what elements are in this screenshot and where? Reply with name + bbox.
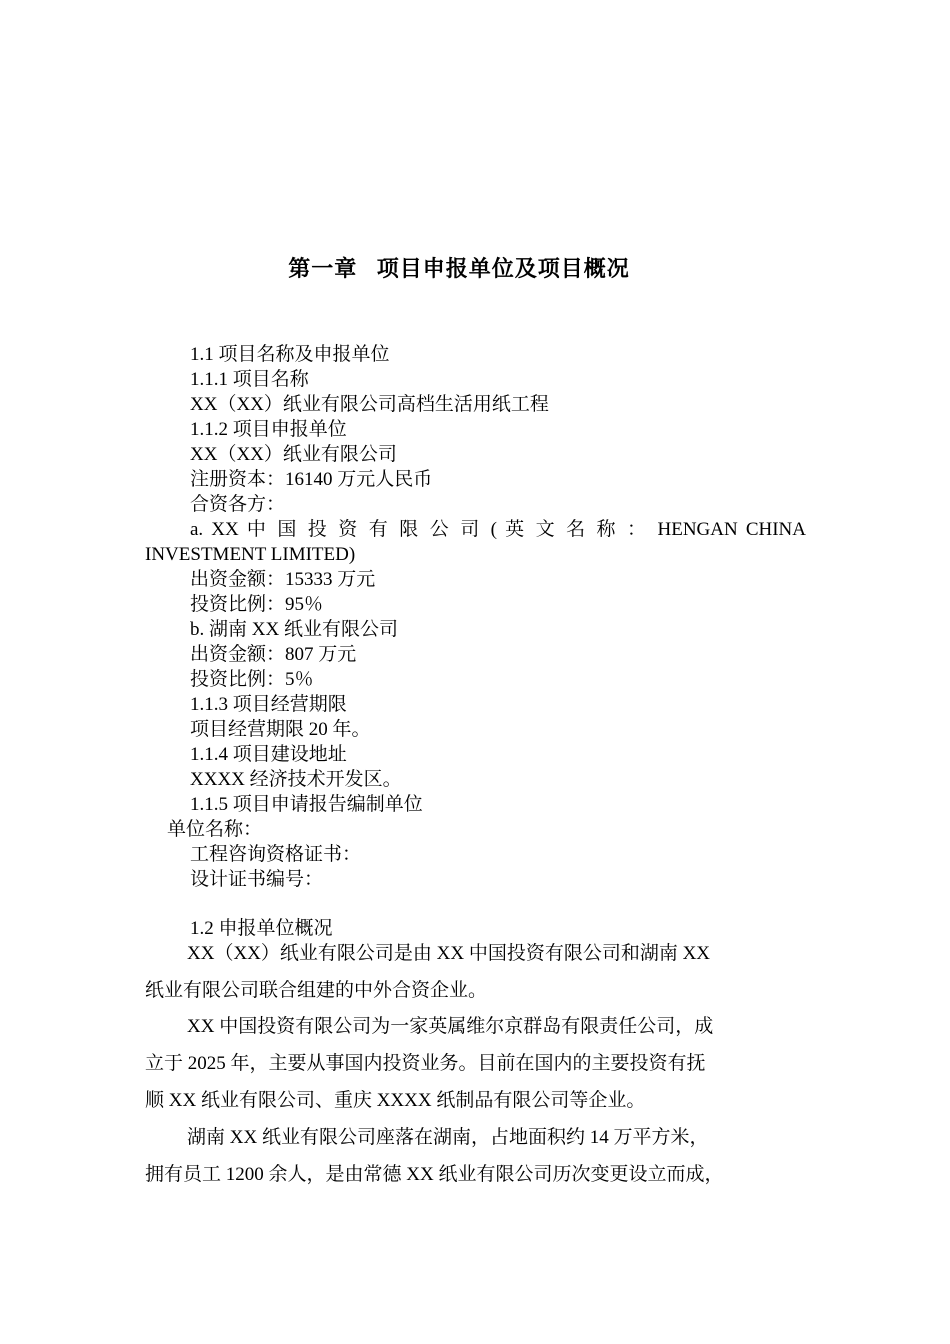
paragraph-2-line-1: XX 中国投资有限公司为一家英属维尔京群岛有限责任公司，成	[187, 1016, 714, 1037]
paragraph-3-line-1: 湖南 XX 纸业有限公司座落在湖南，占地面积约 14 万平方米，	[187, 1127, 709, 1148]
section-1-1-2-heading: 1.1.2 项目申报单位	[190, 419, 347, 440]
paragraph-1-line-1: XX（XX）纸业有限公司是由 XX 中国投资有限公司和湖南 XX	[187, 943, 711, 964]
paragraph-2-line-3: 顺 XX 纸业有限公司、重庆 XXXX 纸制品有限公司等企业。	[145, 1090, 646, 1111]
chapter-title: 第一章 项目申报单位及项目概况	[288, 256, 630, 281]
section-1-1-heading: 1.1 项目名称及申报单位	[190, 344, 390, 365]
design-cert-label: 设计证书编号：	[190, 869, 324, 890]
partners-label: 合资各方：	[190, 494, 286, 515]
unit-name-label: 单位名称：	[167, 819, 263, 840]
consulting-cert-label: 工程咨询资格证书：	[190, 844, 362, 865]
section-1-2-heading: 1.2 申报单位概况	[190, 918, 333, 939]
partner-a-name-line1: a. XX 中 国 投 资 有 限 公 司 ( 英 文 名 称 ： HENGAN CHINA	[190, 519, 806, 540]
section-1-1-3-heading: 1.1.3 项目经营期限	[190, 694, 347, 715]
paragraph-2-line-2: 立于 2025 年，主要从事国内投资业务。目前在国内的主要投资有抚	[145, 1053, 706, 1074]
partner-b-amount: 出资金额：807 万元	[190, 644, 357, 665]
section-1-1-1-heading: 1.1.1 项目名称	[190, 369, 309, 390]
applicant-company: XX（XX）纸业有限公司	[190, 444, 397, 465]
partner-b-name: b. 湖南 XX 纸业有限公司	[190, 619, 398, 640]
operating-period-value: 项目经营期限 20 年。	[190, 719, 371, 740]
paragraph-1-line-2: 纸业有限公司联合组建的中外合资企业。	[145, 980, 488, 1001]
partner-a-amount: 出资金额：15333 万元	[190, 569, 376, 590]
partner-a-name-line2: INVESTMENT LIMITED)	[145, 544, 356, 565]
registered-capital: 注册资本：16140 万元人民币	[190, 469, 433, 490]
section-1-1-5-heading: 1.1.5 项目申请报告编制单位	[190, 794, 423, 815]
section-1-1-4-heading: 1.1.4 项目建设地址	[190, 744, 347, 765]
partner-b-ratio: 投资比例：5％	[190, 669, 314, 690]
construction-site-value: XXXX 经济技术开发区。	[190, 769, 402, 790]
partner-a-ratio: 投资比例：95％	[190, 594, 324, 615]
paragraph-3-line-2: 拥有员工 1200 余人，是由常德 XX 纸业有限公司历次变更设立而成，	[145, 1164, 724, 1185]
project-name-value: XX（XX）纸业有限公司高档生活用纸工程	[190, 394, 549, 415]
